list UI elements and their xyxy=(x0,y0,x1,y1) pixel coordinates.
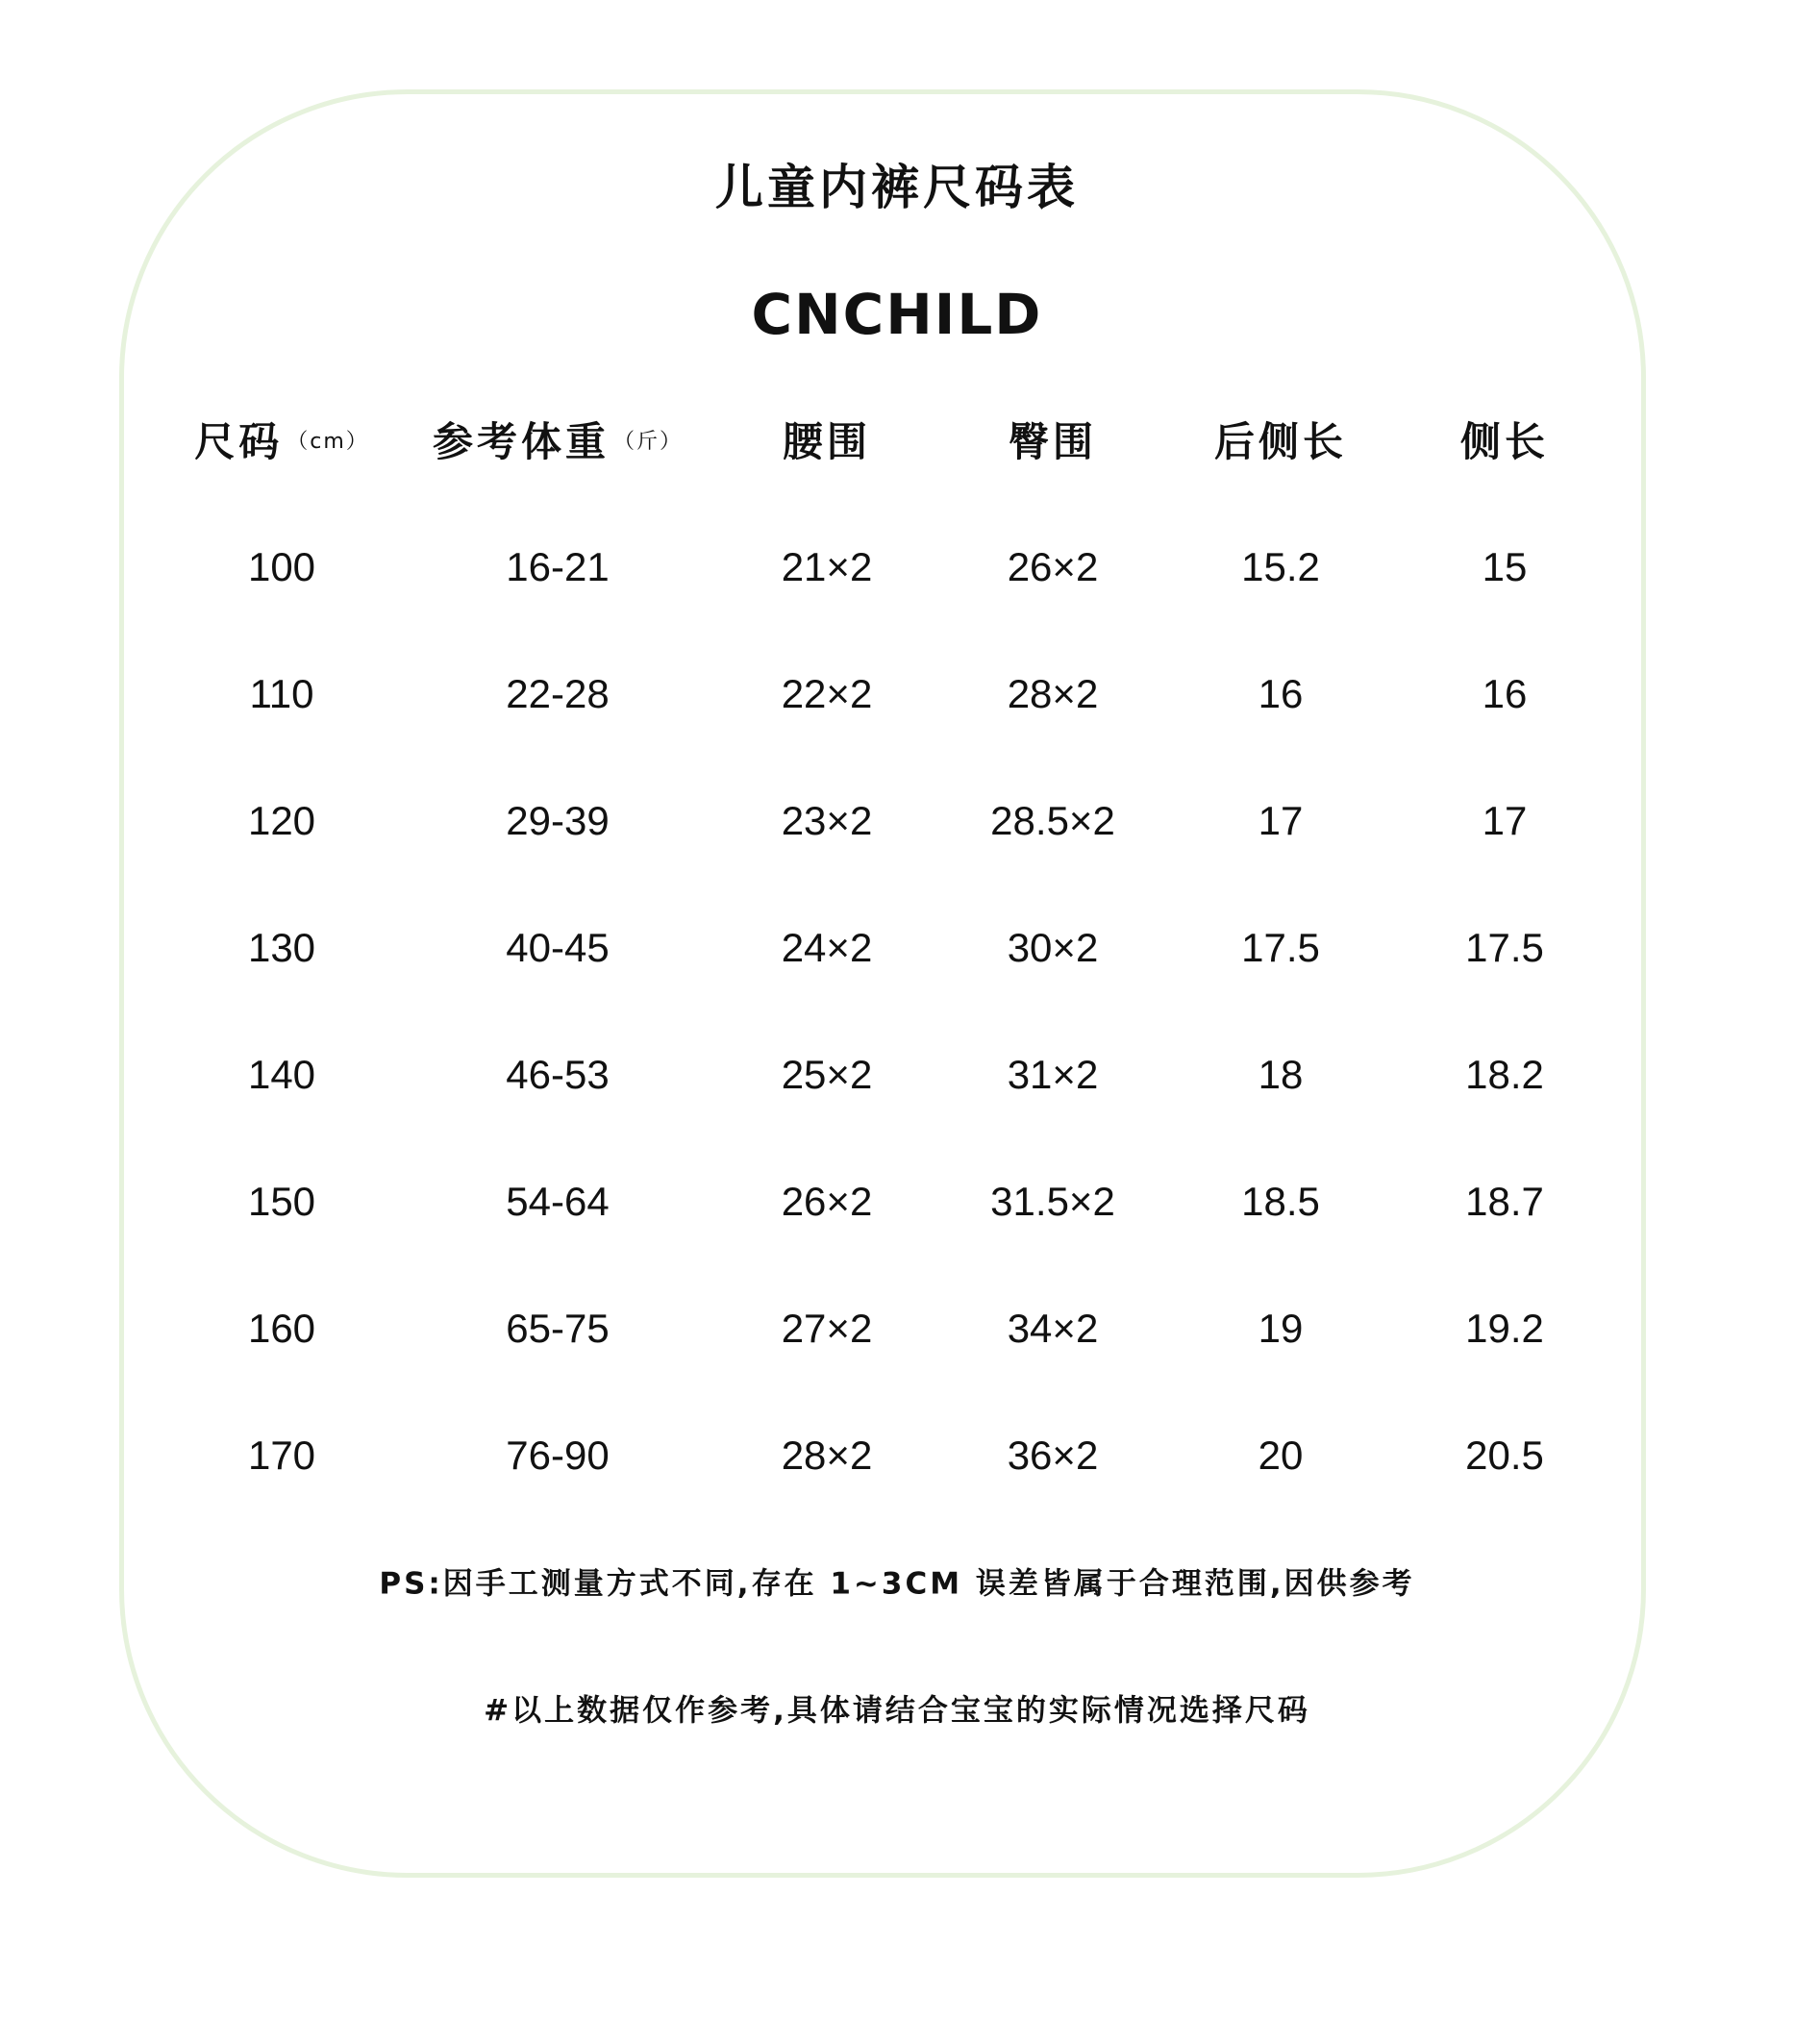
cell-back-length: 16 xyxy=(1258,671,1304,716)
cell-side-length: 15 xyxy=(1482,544,1528,589)
reference-note: #以上数据仅作参考,具体请结合宝宝的实际情况选择尺码 xyxy=(484,1693,1310,1729)
header-label: 后侧长 xyxy=(1213,418,1348,465)
header-label: 臀围 xyxy=(1008,418,1098,465)
cell-waist: 25×2 xyxy=(781,1052,873,1097)
cell-weight: 16-21 xyxy=(506,544,610,589)
cell-waist: 24×2 xyxy=(781,925,873,970)
cell-side-length: 17 xyxy=(1482,798,1528,843)
cell-waist: 22×2 xyxy=(781,671,873,716)
chart-title: 儿童内裤尺码表 xyxy=(715,160,1079,215)
header-weight xyxy=(432,418,684,465)
header-waist xyxy=(782,418,872,465)
cell-weight: 65-75 xyxy=(506,1306,610,1351)
header-unit: （cm） xyxy=(287,430,369,454)
cell-back-length: 17 xyxy=(1258,798,1304,843)
cell-hip: 31.5×2 xyxy=(990,1179,1115,1224)
header-unit: （斤） xyxy=(613,430,684,454)
brand-name: CNCHILD xyxy=(751,282,1043,347)
header-label: 腰围 xyxy=(782,418,872,465)
cell-size: 170 xyxy=(247,1433,316,1478)
cell-waist: 21×2 xyxy=(781,544,873,589)
cell-hip: 34×2 xyxy=(1007,1306,1099,1351)
cell-size: 120 xyxy=(247,798,316,843)
header-size xyxy=(194,418,369,465)
cell-size: 130 xyxy=(247,925,316,970)
cell-waist: 27×2 xyxy=(781,1306,873,1351)
cell-weight: 40-45 xyxy=(506,925,610,970)
cell-back-length: 15.2 xyxy=(1241,544,1320,589)
cell-hip: 31×2 xyxy=(1007,1052,1099,1097)
cell-back-length: 18.5 xyxy=(1241,1179,1320,1224)
header-side-length xyxy=(1459,418,1550,465)
cell-back-length: 20 xyxy=(1258,1433,1304,1478)
cell-waist: 26×2 xyxy=(781,1179,873,1224)
cell-side-length: 18.2 xyxy=(1465,1052,1544,1097)
cell-size: 110 xyxy=(249,671,314,716)
cell-back-length: 18 xyxy=(1258,1052,1304,1097)
cell-hip: 30×2 xyxy=(1007,925,1099,970)
size-chart-card xyxy=(119,89,1646,1878)
cell-hip: 36×2 xyxy=(1007,1433,1099,1478)
cell-weight: 22-28 xyxy=(506,671,610,716)
measurement-note: PS:因手工测量方式不同,存在 1~3CM 误差皆属于合理范围,因供参考 xyxy=(379,1566,1415,1602)
cell-back-length: 17.5 xyxy=(1241,925,1320,970)
cell-side-length: 20.5 xyxy=(1465,1433,1544,1478)
brand-logo xyxy=(0,282,1794,347)
cell-weight: 76-90 xyxy=(506,1433,610,1478)
cell-weight: 54-64 xyxy=(506,1179,610,1224)
cell-size: 140 xyxy=(247,1052,316,1097)
cell-waist: 28×2 xyxy=(781,1433,873,1478)
cell-side-length: 18.7 xyxy=(1465,1179,1544,1224)
cell-size: 150 xyxy=(247,1179,316,1224)
cell-size: 160 xyxy=(247,1306,316,1351)
header-label: 尺码 xyxy=(194,418,284,465)
cell-side-length: 19.2 xyxy=(1465,1306,1544,1351)
cell-size: 100 xyxy=(247,544,316,589)
cell-waist: 23×2 xyxy=(781,798,873,843)
cell-weight: 29-39 xyxy=(506,798,610,843)
header-label: 侧长 xyxy=(1459,418,1550,465)
cell-side-length: 17.5 xyxy=(1465,925,1544,970)
cell-side-length: 16 xyxy=(1482,671,1528,716)
cell-hip: 26×2 xyxy=(1007,544,1099,589)
header-hip xyxy=(1008,418,1098,465)
header-label: 参考体重 xyxy=(432,418,610,465)
cell-weight: 46-53 xyxy=(506,1052,610,1097)
cell-hip: 28.5×2 xyxy=(990,798,1115,843)
header-back-length xyxy=(1213,418,1348,465)
cell-hip: 28×2 xyxy=(1007,671,1099,716)
cell-back-length: 19 xyxy=(1258,1306,1304,1351)
